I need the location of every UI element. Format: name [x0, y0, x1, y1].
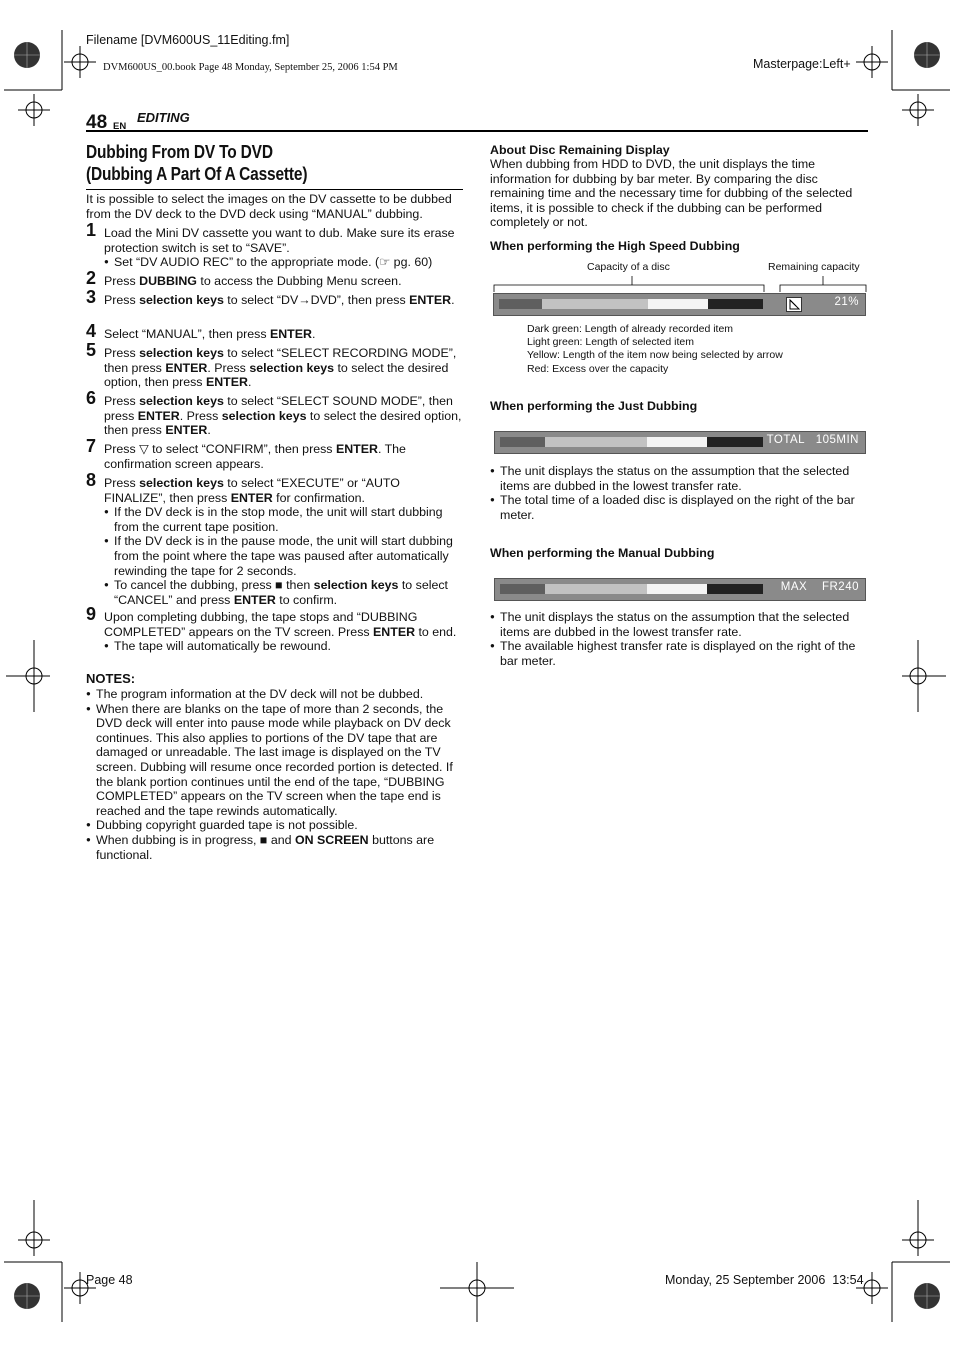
header-rule: [86, 130, 868, 132]
notes-heading: NOTES:: [86, 671, 136, 686]
print-book-line: DVM600US_00.book Page 48 Monday, September 25, 2006 1:54 PM: [103, 62, 398, 73]
step-text: to confirm.: [275, 592, 338, 607]
meter-high-speed: [493, 293, 866, 316]
note-text: buttons are functional.: [96, 832, 435, 862]
footer-date: Monday, 25 September 2006 13:54: [665, 1273, 864, 1287]
step-4: [86, 321, 464, 342]
print-filename: Filename [DVM600US_11Editing.fm]: [86, 33, 290, 47]
step-text: to select “SELECT SOUND MODE”, then press: [104, 394, 453, 423]
step-text: .: [451, 293, 455, 307]
capacity-label: Capacity of a disc: [587, 261, 670, 273]
step-text: Load the Mini DV cassette you want to dub. Make sure its erase protection switch is set to “SAVE”.: [104, 226, 455, 255]
just-heading: When performing the Just Dubbing: [490, 399, 698, 413]
step-text: .: [207, 423, 211, 438]
key-label: ENTER: [233, 592, 276, 607]
meter-seg-recorded: [499, 299, 542, 309]
title-line-2: (Dubbing A Part Of A Cassette): [86, 164, 308, 184]
step-bullet: ● Set “DV AUDIO REC” to the appropriate mode. (☞ pg. 60): [104, 255, 464, 270]
step-text: . Press: [179, 408, 222, 423]
step-text: to select “CANCEL” and press: [114, 578, 448, 607]
legend-item: Yellow: Length of the item now being selected by arrow: [527, 349, 783, 362]
step-text: .: [247, 375, 252, 390]
key-label: selection keys: [313, 578, 399, 593]
step-3: [86, 287, 464, 308]
remaining-label: Remaining capacity: [768, 261, 860, 273]
key-label: ENTER: [335, 442, 378, 456]
step-2: [86, 268, 464, 289]
meter-seg-excess: [707, 437, 763, 447]
page-number: 48: [86, 112, 108, 133]
step-bullet-cancel: [104, 578, 464, 607]
meter-seg-current: [648, 299, 708, 309]
intro-text: It is possible to select the images on the DV cassette to be dubbed from the DV deck to the DVD deck using “MANUAL” dubbing.: [86, 192, 452, 221]
step-text: . The confirmation screen appears.: [104, 442, 406, 471]
key-label: ENTER: [269, 327, 312, 341]
step-text: Select “MANUAL”, then press: [104, 327, 270, 341]
meter-seg-excess: [707, 584, 763, 594]
page-title: [86, 141, 307, 185]
step-number: 6: [86, 388, 97, 408]
meter-max-label: MAX FR240: [780, 581, 859, 593]
step-bullet: ● The tape will automatically be rewound.: [104, 639, 464, 654]
note-item: ● The available highest transfer rate is displayed on the right of the bar meter.: [490, 639, 868, 668]
note-item: ● The unit displays the status on the assumption that the selected items are dubbed in the lowest transfer rate.: [490, 464, 868, 493]
note-item: [86, 833, 464, 862]
about-text: When dubbing from HDD to DVD, the unit displays the time information for dubbing by bar meter. By comparing the disc remaining time and the necessary time for dubbing of the selected items, it is possible to check if the dubbing can be performed completely or not.: [490, 157, 853, 230]
note-item: ● The total time of a loaded disc is displayed on the right of the bar meter.: [490, 493, 868, 522]
key-label: ENTER: [409, 293, 452, 307]
step-6: [86, 388, 464, 438]
print-masterpage: Masterpage:Left+: [753, 57, 851, 71]
meter-total-label: TOTAL 105MIN: [766, 434, 859, 446]
meter-legend: [527, 323, 783, 376]
step-number: 5: [86, 340, 97, 360]
step-bullet: ● If the DV deck is in the stop mode, the unit will start dubbing from the current tape position.: [104, 505, 464, 534]
step-text: Press: [104, 394, 140, 408]
step-7: [86, 436, 464, 471]
title-line-1: Dubbing From DV To DVD: [86, 142, 273, 162]
legend-item: Light green: Length of selected item: [527, 336, 694, 349]
note-text: When dubbing is in progress, ■ and: [96, 832, 295, 847]
manual-notes: [490, 610, 868, 668]
meter-percent: 21%: [834, 296, 859, 308]
step-text: to select “SELECT RECORDING MODE”, then press: [104, 346, 457, 375]
step-number: 7: [86, 436, 97, 456]
key-label: selection keys: [139, 394, 224, 408]
step-5: [86, 340, 464, 390]
step-9: [86, 604, 464, 654]
key-label: ENTER: [230, 490, 273, 505]
section-name: EDITING: [137, 110, 190, 125]
key-label: ENTER: [165, 423, 208, 438]
manual-heading: When performing the Manual Dubbing: [490, 546, 715, 560]
note-item: ● The unit displays the status on the assumption that the selected items are dubbed in the lowest transfer rate.: [490, 610, 868, 639]
step-number: 2: [86, 268, 97, 288]
step-8: [86, 470, 464, 607]
legend-item: Dark green: Length of already recorded item: [527, 323, 734, 335]
title-rule: [86, 189, 463, 190]
just-notes: [490, 464, 868, 522]
key-label: selection keys: [221, 408, 307, 423]
step-bullet: ● If the DV deck is in the pause mode, the unit will start dubbing from the point where the tape was paused after automatically rewinding the tape for 2 seconds.: [104, 534, 464, 578]
step-text: . Press: [207, 360, 250, 375]
step-number: 4: [86, 321, 97, 341]
disc-icon: [786, 297, 802, 312]
step-text: to select “EXECUTE” or “AUTO FINALIZE”, then press: [104, 476, 400, 505]
key-label: ENTER: [205, 375, 248, 390]
callout-lines: [490, 272, 870, 294]
meter-seg-selected: [545, 437, 647, 447]
step-1: [86, 220, 464, 270]
key-label: selection keys: [139, 476, 224, 490]
meter-seg-current: [647, 584, 707, 594]
about-heading: About Disc Remaining Display: [490, 143, 670, 157]
step-text: Press: [104, 476, 140, 490]
meter-manual: [494, 578, 866, 601]
step-number: 3: [86, 287, 97, 307]
step-text: Press: [104, 293, 140, 307]
notes-list: [86, 687, 464, 862]
step-text: for confirmation.: [272, 490, 365, 505]
key-label: ENTER: [137, 408, 180, 423]
lang-tag: EN: [113, 121, 127, 132]
key-label: selection keys: [139, 293, 224, 307]
note-item: ● The program information at the DV deck will not be dubbed.: [86, 687, 464, 702]
note-item: ● Dubbing copyright guarded tape is not possible.: [86, 818, 464, 833]
meter-seg-excess: [708, 299, 763, 309]
key-label: DUBBING: [139, 274, 197, 288]
step-number: 8: [86, 470, 97, 490]
step-text: to select the desired option, then press: [104, 408, 462, 438]
step-text: .: [311, 327, 316, 341]
meter-seg-selected: [542, 299, 648, 309]
footer-page: Page 48: [86, 1273, 133, 1287]
meter-just: [494, 431, 866, 454]
meter-seg-current: [647, 437, 707, 447]
step-text: Press: [104, 346, 140, 360]
step-number: 1: [86, 220, 97, 240]
key-label: ENTER: [165, 360, 208, 375]
high-speed-heading: When performing the High Speed Dubbing: [490, 239, 740, 253]
step-number: 9: [86, 604, 97, 624]
step-text: to select the desired option, then press: [104, 360, 449, 390]
meter-seg-selected: [545, 584, 647, 594]
step-text: Upon completing dubbing, the tape stops and “DUBBING COMPLETED” appears on the TV screen. Press: [104, 610, 418, 639]
note-item: ● When there are blanks on the tape of more than 2 seconds, the DVD deck will enter into pause mode while playback on DV deck continues. This also applies to portions of the DV tape that are damaged or unreadable. The last image is displayed on the TV screen. Dubbing will resume once recorded portion is detected. If the blank portion continues until the end of the tape, “DUBBING COMPLETED” appears on the TV screen when the tape end is reached and the tape rewinds automatically.: [86, 702, 464, 819]
step-text: to end.: [415, 624, 457, 639]
step-text: to select “DV→DVD”, then press: [223, 293, 410, 307]
step-text: to access the Dubbing Menu screen.: [196, 274, 402, 288]
key-label: selection keys: [139, 346, 224, 360]
legend-item: Red: Excess over the capacity: [527, 362, 669, 375]
meter-seg-recorded: [500, 584, 545, 594]
meter-seg-recorded: [500, 437, 545, 447]
step-text: Press ▽ to select “CONFIRM”, then press: [104, 442, 336, 456]
key-label: selection keys: [249, 360, 335, 375]
key-label: ON SCREEN: [294, 832, 369, 847]
step-text: Press: [104, 274, 140, 288]
key-label: ENTER: [373, 624, 416, 639]
step-text: To cancel the dubbing, press ■ then: [114, 578, 314, 593]
